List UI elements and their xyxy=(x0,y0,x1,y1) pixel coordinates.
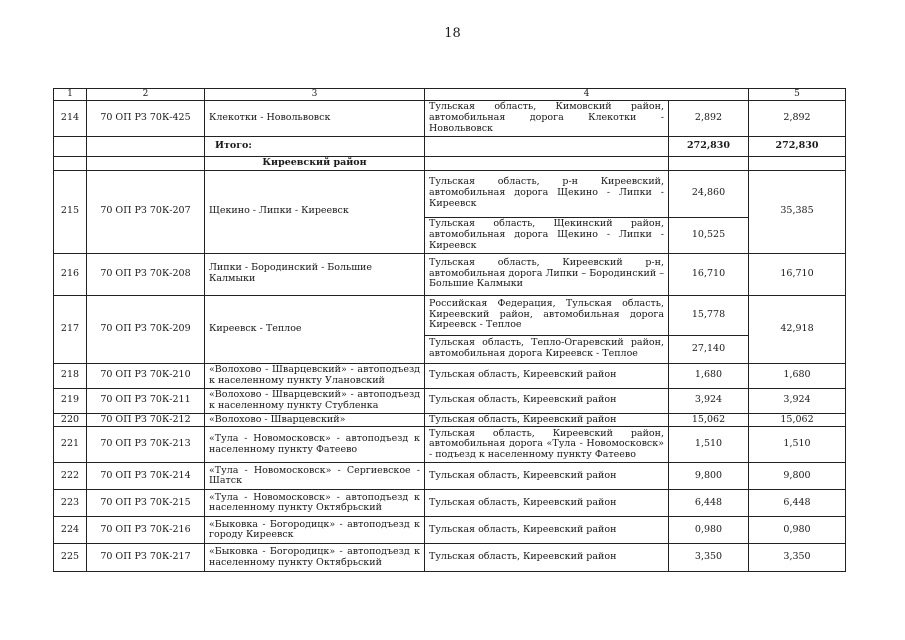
length-value: 27,140 xyxy=(669,335,749,363)
road-name: «Волохово - Шварцевский» xyxy=(205,413,425,427)
road-location: Тульская область, Кимовский район, автомобильная дорога Клекотки - Новольвовск xyxy=(425,101,669,137)
length-value: 1,680 xyxy=(669,363,749,388)
total-value: 6,448 xyxy=(749,490,846,517)
length-value: 3,350 xyxy=(669,544,749,572)
row-number: 224 xyxy=(54,517,87,544)
road-name: Щекино - Липки - Киреевск xyxy=(205,170,425,253)
table-row xyxy=(54,295,846,335)
total-value: 0,980 xyxy=(749,517,846,544)
empty-cell xyxy=(54,136,87,156)
empty-cell xyxy=(54,156,87,170)
road-name: «Тула - Новомосковск» - автоподъезд к населенному пункту Октябрьский xyxy=(205,490,425,517)
page-number: 18 xyxy=(444,26,461,41)
row-number: 217 xyxy=(54,295,87,363)
road-code: 70 ОП РЗ 70К-212 xyxy=(87,413,205,427)
road-name: «Волохово - Шварцевский» - автоподъезд к населенному пункту Улановский xyxy=(205,363,425,388)
total-length: 272,830 xyxy=(669,136,749,156)
road-location: Тульская область, Щекинский район, автомобильная дорога Щекино - Липки - Киреевск xyxy=(425,217,669,253)
road-name: Киреевск - Теплое xyxy=(205,295,425,363)
road-name: «Быковка - Богородицк» - автоподъезд к городу Киреевск xyxy=(205,517,425,544)
empty-cell xyxy=(425,136,669,156)
road-code: 70 ОП РЗ 70К-207 xyxy=(87,170,205,253)
road-location: Тульская область, р-н Киреевский, автомобильная дорога Щекино - Липки - Киреевск xyxy=(425,170,669,217)
length-value: 15,778 xyxy=(669,295,749,335)
district-row xyxy=(54,156,846,170)
roads-table xyxy=(53,88,846,572)
row-number: 214 xyxy=(54,101,87,137)
road-code: 70 ОП РЗ 70К-213 xyxy=(87,427,205,463)
table-row xyxy=(54,170,846,217)
length-value: 24,860 xyxy=(669,170,749,217)
empty-cell xyxy=(87,136,205,156)
total-value: 9,800 xyxy=(749,463,846,490)
road-code: 70 ОП РЗ 70К-425 xyxy=(87,101,205,137)
road-location: Тульская область, Киреевский район xyxy=(425,517,669,544)
road-code: 70 ОП РЗ 70К-215 xyxy=(87,490,205,517)
total-value: 15,062 xyxy=(749,413,846,427)
total-value: 2,892 xyxy=(749,101,846,137)
road-code: 70 ОП РЗ 70К-214 xyxy=(87,463,205,490)
table-row xyxy=(54,544,846,572)
header-row xyxy=(54,89,846,101)
length-value: 3,924 xyxy=(669,388,749,413)
road-code: 70 ОП РЗ 70К-208 xyxy=(87,253,205,295)
length-value: 15,062 xyxy=(669,413,749,427)
length-value: 2,892 xyxy=(669,101,749,137)
road-location: Тульская область, Киреевский район xyxy=(425,388,669,413)
table-row xyxy=(54,388,846,413)
empty-cell xyxy=(425,156,669,170)
table-row xyxy=(54,463,846,490)
table-row xyxy=(54,101,846,137)
row-number: 215 xyxy=(54,170,87,253)
header-cell: 3 xyxy=(205,89,425,101)
total-value: 1,680 xyxy=(749,363,846,388)
row-number: 221 xyxy=(54,427,87,463)
total-label: Итого: xyxy=(205,136,425,156)
road-name: «Тула - Новомосковск» - Сергиевское - Шатск xyxy=(205,463,425,490)
road-code: 70 ОП РЗ 70К-217 xyxy=(87,544,205,572)
header-cell: 5 xyxy=(749,89,846,101)
road-code: 70 ОП РЗ 70К-216 xyxy=(87,517,205,544)
empty-cell xyxy=(87,156,205,170)
road-name: «Тула - Новомосковск» - автоподъезд к населенному пункту Фатеево xyxy=(205,427,425,463)
length-value: 9,800 xyxy=(669,463,749,490)
road-location: Российская Федерация, Тульская область, Киреевский район, автомобильная дорога Киреевск - Теплое xyxy=(425,295,669,335)
total-value: 3,924 xyxy=(749,388,846,413)
table-row xyxy=(54,363,846,388)
total-value: 1,510 xyxy=(749,427,846,463)
road-location: Тульская область, Киреевский район xyxy=(425,463,669,490)
road-name: «Быковка - Богородицк» - автоподъезд к населенному пункту Октябрьский xyxy=(205,544,425,572)
road-location: Тульская область, Киреевский район xyxy=(425,413,669,427)
total-value: 42,918 xyxy=(749,295,846,363)
empty-cell xyxy=(749,156,846,170)
road-location: Тульская область, Киреевский р-н, автомобильная дорога Липки – Бородинский – Большие Калмыки xyxy=(425,253,669,295)
district-title: Киреевский район xyxy=(205,156,425,170)
length-value: 6,448 xyxy=(669,490,749,517)
road-code: 70 ОП РЗ 70К-211 xyxy=(87,388,205,413)
header-cell: 1 xyxy=(54,89,87,101)
table-row xyxy=(54,517,846,544)
road-code: 70 ОП РЗ 70К-209 xyxy=(87,295,205,363)
road-location: Тульская область, Киреевский район xyxy=(425,363,669,388)
road-name: Клекотки - Новольвовск xyxy=(205,101,425,137)
road-location: Тульская область, Тепло-Огаревский район, автомобильная дорога Киреевск - Теплое xyxy=(425,335,669,363)
length-value: 0,980 xyxy=(669,517,749,544)
road-location: Тульская область, Киреевский район xyxy=(425,544,669,572)
row-number: 220 xyxy=(54,413,87,427)
row-number: 216 xyxy=(54,253,87,295)
table-row xyxy=(54,427,846,463)
header-cell: 2 xyxy=(87,89,205,101)
length-value: 1,510 xyxy=(669,427,749,463)
road-location: Тульская область, Киреевский район, автомобильная дорога «Тула - Новомосковск» - подъезд к населенному пункту Фатеево xyxy=(425,427,669,463)
road-code: 70 ОП РЗ 70К-210 xyxy=(87,363,205,388)
row-number: 223 xyxy=(54,490,87,517)
total-sum: 272,830 xyxy=(749,136,846,156)
road-name: «Волохово - Шварцевский» - автоподъезд к населенному пункту Стубленка xyxy=(205,388,425,413)
length-value: 16,710 xyxy=(669,253,749,295)
length-value: 10,525 xyxy=(669,217,749,253)
empty-cell xyxy=(669,156,749,170)
total-value: 16,710 xyxy=(749,253,846,295)
road-name: Липки - Бородинский - Большие Калмыки xyxy=(205,253,425,295)
row-number: 225 xyxy=(54,544,87,572)
row-number: 218 xyxy=(54,363,87,388)
table-row xyxy=(54,253,846,295)
table-row xyxy=(54,490,846,517)
road-location: Тульская область, Киреевский район xyxy=(425,490,669,517)
total-value: 3,350 xyxy=(749,544,846,572)
header-cell: 4 xyxy=(425,89,749,101)
total-value: 35,385 xyxy=(749,170,846,253)
row-number: 219 xyxy=(54,388,87,413)
row-number: 222 xyxy=(54,463,87,490)
total-row xyxy=(54,136,846,156)
table-row xyxy=(54,413,846,427)
